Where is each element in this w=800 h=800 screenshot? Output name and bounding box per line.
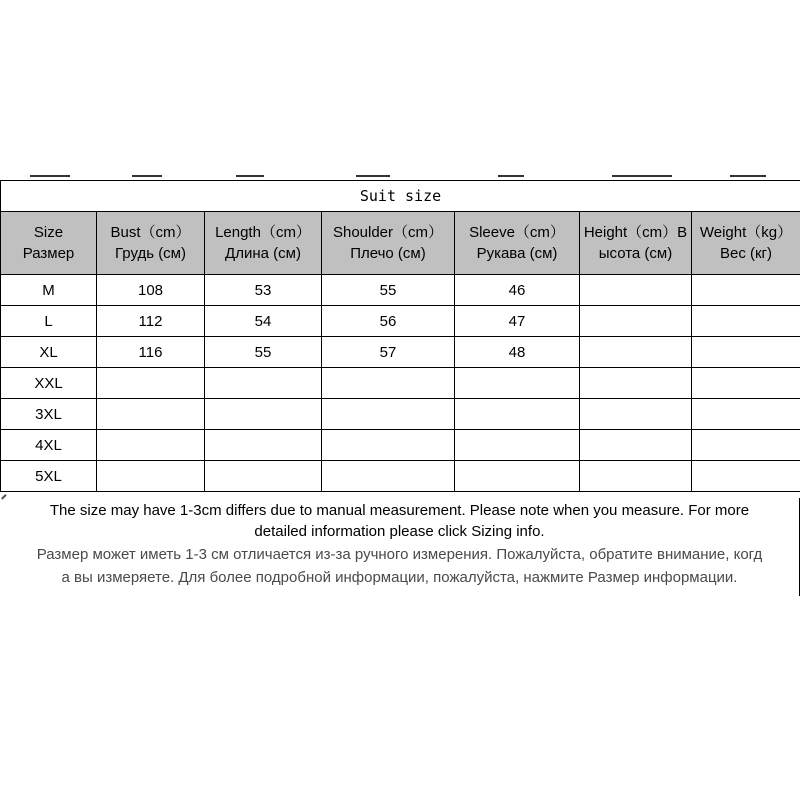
- table-cell: [97, 430, 205, 461]
- column-header: [205, 212, 322, 275]
- table-cell: [692, 430, 800, 461]
- column-header: [1, 212, 97, 275]
- table-title-row: [1, 181, 800, 212]
- table-cell: [322, 461, 455, 492]
- table-cell: 47: [455, 306, 580, 337]
- size-label-cell: L: [1, 306, 97, 337]
- table-row: [1, 430, 800, 461]
- table-cell: [322, 399, 455, 430]
- size-label-cell: 3XL: [1, 399, 97, 430]
- cropped-text-row: [0, 171, 800, 177]
- column-header-ru: Вес (кг): [719, 245, 773, 262]
- table-cell: [692, 337, 800, 368]
- column-header: [580, 212, 692, 275]
- size-label-cell: XXL: [1, 368, 97, 399]
- table-cell: [205, 430, 322, 461]
- table-title: Suit size: [1, 181, 800, 212]
- table-cell: [205, 461, 322, 492]
- table-row: [1, 275, 800, 306]
- note-russian: [0, 543, 799, 589]
- note-ru-line-2: а вы измеряете. Для более подробной информации, пожалуйста, нажмите Размер информации.: [61, 569, 738, 586]
- table-cell: [692, 461, 800, 492]
- table-cell: 54: [205, 306, 322, 337]
- table-row: [1, 337, 800, 368]
- table-cell: [455, 368, 580, 399]
- note-en-line-1: The size may have 1-3cm differs due to manual measurement. Please note when you measure. For more: [49, 502, 750, 519]
- column-header-en: Weight（kg）: [699, 224, 793, 241]
- table-cell: 46: [455, 275, 580, 306]
- note-en-line-2: detailed information please click Sizing info.: [254, 523, 545, 540]
- column-header-en: Shoulder（cm）: [332, 224, 444, 241]
- table-cell: 108: [97, 275, 205, 306]
- table-cell: [322, 430, 455, 461]
- table-cell: [97, 461, 205, 492]
- table-row: [1, 399, 800, 430]
- size-label-cell: 5XL: [1, 461, 97, 492]
- measurement-note: [0, 498, 800, 596]
- table-cell: [455, 430, 580, 461]
- table-cell: 48: [455, 337, 580, 368]
- table-cell: [580, 461, 692, 492]
- column-header-ru: ысота (см): [598, 245, 673, 262]
- size-label-cell: 4XL: [1, 430, 97, 461]
- table-cell: [580, 430, 692, 461]
- size-label-cell: XL: [1, 337, 97, 368]
- table-cell: [580, 399, 692, 430]
- table-cell: 55: [205, 337, 322, 368]
- table-cell: [692, 399, 800, 430]
- table-cell: 55: [322, 275, 455, 306]
- table-cell: [692, 368, 800, 399]
- column-header-en: Length（cm）: [215, 224, 311, 241]
- table-cell: 57: [322, 337, 455, 368]
- column-header-ru: Длина (см): [225, 245, 301, 262]
- column-header-en: Height（cm）B: [583, 224, 688, 241]
- table-row: [1, 306, 800, 337]
- table-cell: [322, 368, 455, 399]
- table-cell: 53: [205, 275, 322, 306]
- column-header: [322, 212, 455, 275]
- table-cell: 56: [322, 306, 455, 337]
- column-header: [455, 212, 580, 275]
- table-cell: [580, 275, 692, 306]
- column-header-ru: Грудь (см): [115, 245, 186, 262]
- table-cell: [692, 275, 800, 306]
- table-cell: [97, 399, 205, 430]
- table-cell: [580, 306, 692, 337]
- column-header-ru: Размер: [22, 245, 75, 262]
- table-cell: 116: [97, 337, 205, 368]
- table-cell: 112: [97, 306, 205, 337]
- column-header: [692, 212, 800, 275]
- size-chart-table: [0, 180, 800, 492]
- table-row: [1, 368, 800, 399]
- table-row: [1, 461, 800, 492]
- table-cell: [692, 306, 800, 337]
- column-header-en: Size: [33, 224, 64, 241]
- table-cell: [580, 337, 692, 368]
- size-label-cell: M: [1, 275, 97, 306]
- table-cell: [205, 368, 322, 399]
- table-cell: [455, 399, 580, 430]
- table-cell: [455, 461, 580, 492]
- column-header: [97, 212, 205, 275]
- column-header-ru: Плечо (см): [350, 245, 426, 262]
- column-header-en: Bust（cm）: [110, 224, 191, 241]
- table-cell: [580, 368, 692, 399]
- table-cell: [97, 368, 205, 399]
- column-header-ru: Рукава (см): [476, 245, 558, 262]
- column-header-en: Sleeve（cm）: [469, 224, 565, 241]
- table-header-row: [1, 212, 800, 275]
- note-ru-line-1: Размер может иметь 1-3 см отличается из-за ручного измерения. Пожалуйста, обратите внимание, когд: [36, 546, 763, 563]
- table-cell: [205, 399, 322, 430]
- note-english: [0, 498, 799, 542]
